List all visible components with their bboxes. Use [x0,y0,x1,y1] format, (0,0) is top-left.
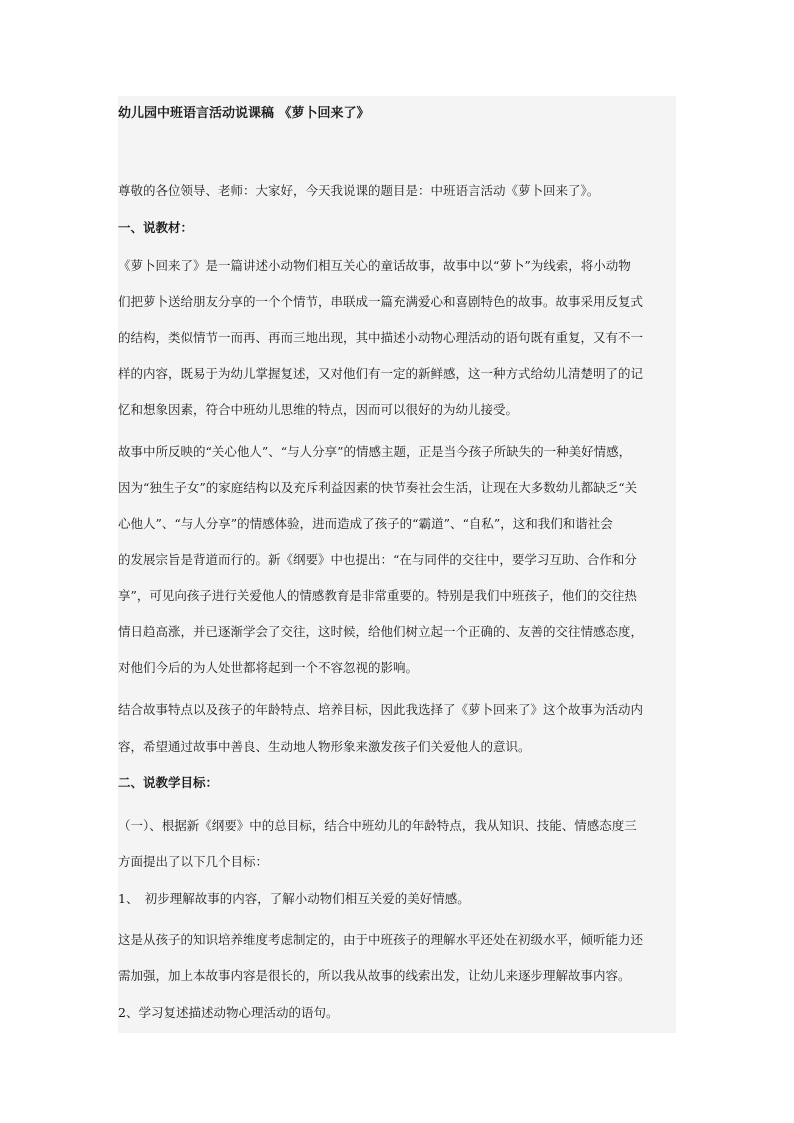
section-heading-teaching-goals: 二、说教学目标： [118,775,219,790]
document-title: 幼儿园中班语言活动说课稿 《萝卜回来了》 [118,106,370,121]
paragraph-line: 们把萝卜送给朋友分享的一个个情节，串联成一篇充满爱心和喜剧特色的故事。故事采用反复式 [118,294,644,309]
paragraph-line: 情日趋高涨，并已逐渐学会了交往，这时候，给他们树立起一个正确的、友善的交往情感态度， [118,624,644,639]
paragraph-line: 故事中所反映的“关心他人”、“与人分享”的情感主题，正是当今孩子所缺失的一种美好情感， [118,444,632,459]
paragraph-line: 的发展宗旨是背道而行的。新《纲要》中也提出：“在与同伴的交往中，要学习互助、合作和分 [118,552,637,567]
paragraph-line: 容，希望通过故事中善良、生动地人物形象来激发孩子们关爱他人的意识。 [118,739,531,754]
paragraph-line: 忆和想象因素，符合中班幼儿思维的特点，因而可以很好的为幼儿接受。 [118,402,519,417]
section-heading-textbook: 一、说教材： [118,220,194,235]
paragraph-line: 对他们今后的为人处世都将起到一个不容忽视的影响。 [118,660,419,675]
paragraph-line: 心他人”、“与人分享”的情感体验，进而造成了孩子的“霸道”、“自私”，这和我们和谐社会 [118,516,613,531]
goal-item: 2、学习复述描述动物心理活动的语句。 [118,1005,339,1020]
paragraph-line: 的结构，类似情节一而再、再而三地出现，其中描述小动物心理活动的语句既有重复，又有不一 [118,330,644,345]
paragraph-line: 需加强，加上本故事内容是很长的，所以我从故事的线索出发，让幼儿来逐步理解故事内容。 [118,968,631,983]
paragraph-line: 方面提出了以下几个目标： [118,854,269,869]
paragraph-line: （一）、根据新《纲要》中的总目标，结合中班幼儿的年龄特点，我从知识、技能、情感态度三 [118,818,637,833]
paragraph-line: 享”，可见向孩子进行关爱他人的情感教育是非常重要的。特别是我们中班孩子，他们的交往热 [118,588,637,603]
paragraph-line: 结合故事特点以及孩子的年龄特点、培养目标，因此我选择了《萝卜回来了》这个故事为活动内 [118,702,644,717]
goal-item: 1、 初步理解故事的内容，了解小动物们相互关爱的美好情感。 [118,891,470,906]
paragraph-line: 这是从孩子的知识培养维度考虑制定的，由于中班孩子的理解水平还处在初级水平，倾听能力还 [118,932,644,947]
greeting-paragraph: 尊敬的各位领导、老师：大家好，今天我说课的题目是：中班语言活动《萝卜回来了》。 [118,183,600,198]
paragraph-line: 因为“独生子女”的家庭结构以及充斥利益因素的快节奏社会生活，让现在大多数幼儿都缺乏“关 [118,480,638,495]
paragraph-line: 《萝卜回来了》是一篇讲述小动物们相互关心的童话故事，故事中以“萝卜”为线索，将小动物 [118,258,631,273]
paragraph-line: 样的内容，既易于为幼儿掌握复述，又对他们有一定的新鲜感，这一种方式给幼儿清楚明了的记 [118,366,644,381]
